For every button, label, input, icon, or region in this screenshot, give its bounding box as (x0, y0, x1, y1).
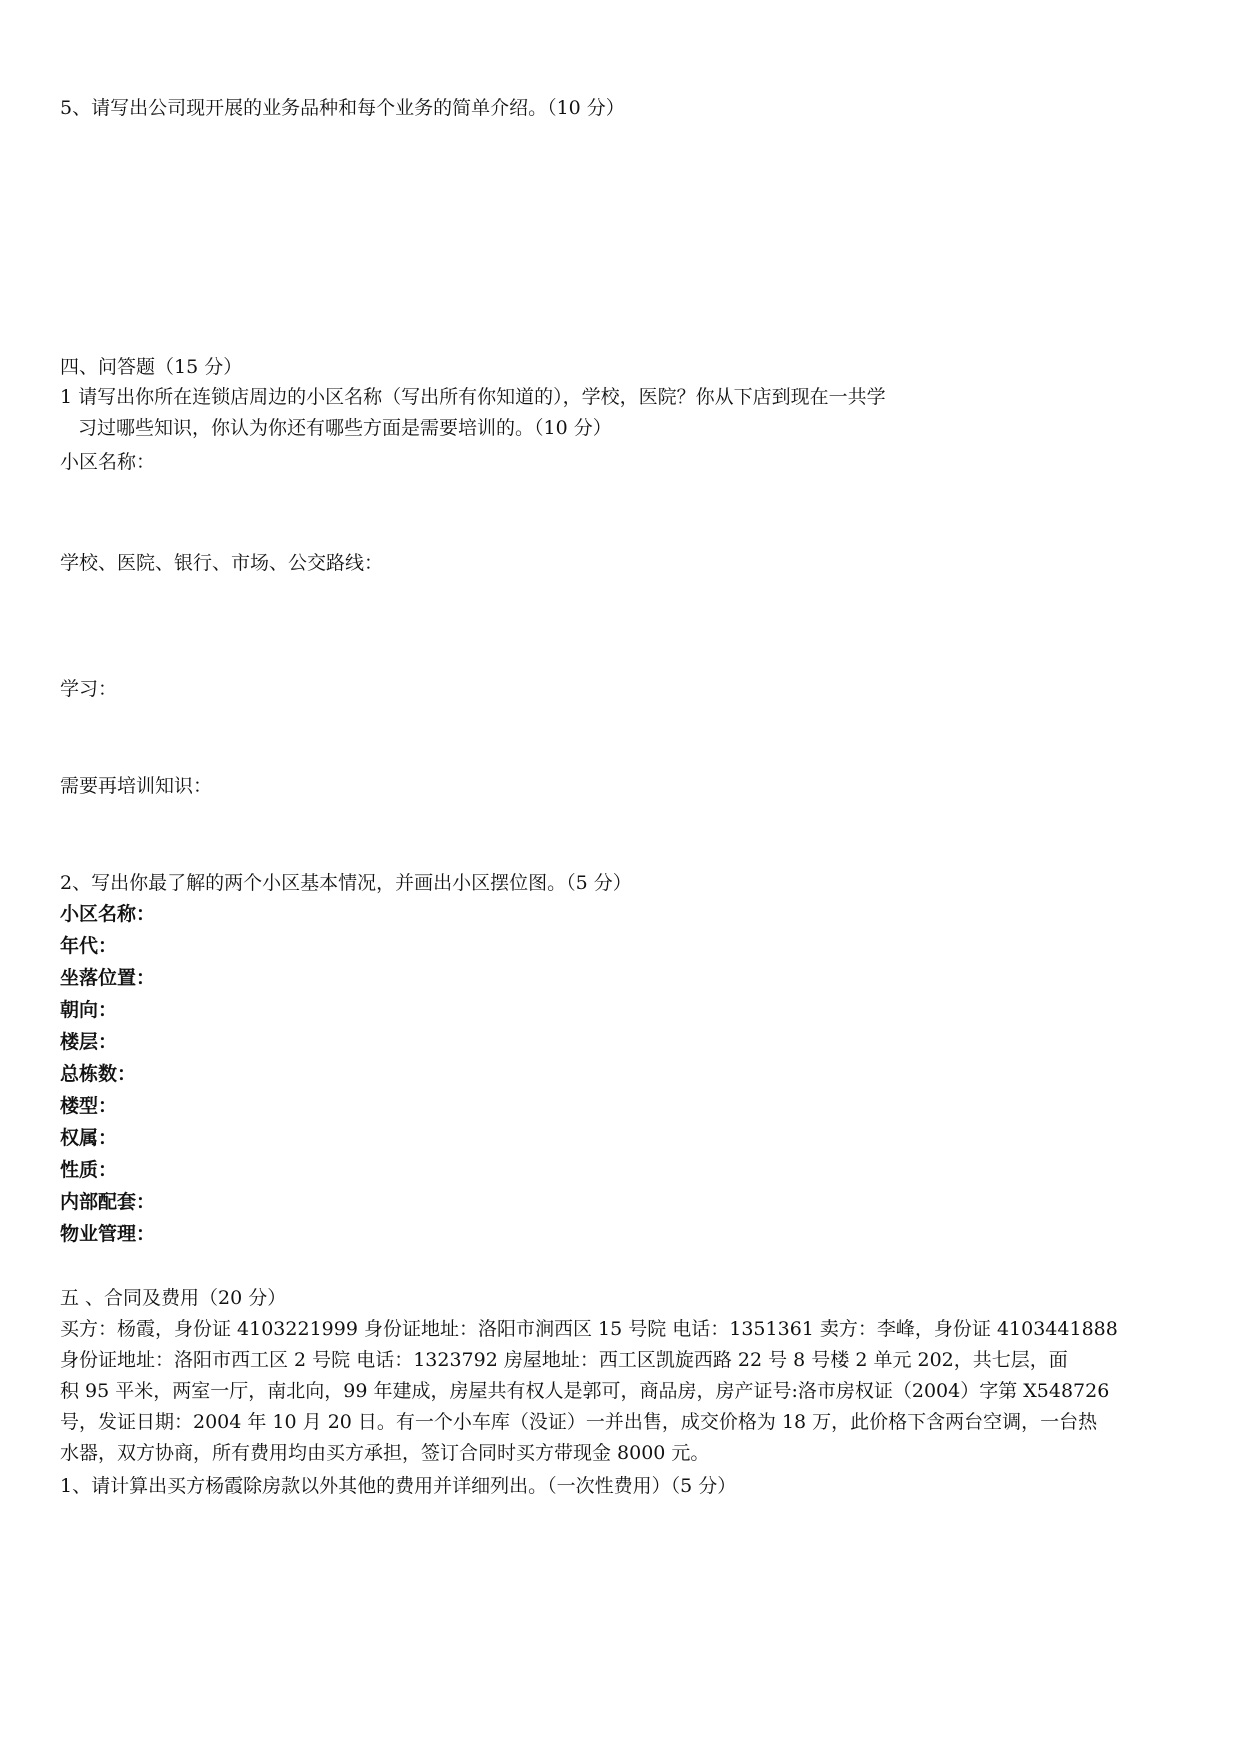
field-property-management: 物业管理： (60, 1223, 156, 1245)
field-floors: 楼层： (60, 1031, 118, 1053)
facilities-label: 学校、医院、银行、市场、公交路线： (60, 552, 384, 574)
section-5-title: 五 、合同及费用（20 分） (60, 1287, 287, 1309)
section-5-q1: 1、请计算出买方杨霞除房款以外其他的费用并详细列出。（一次性费用）（5 分） (60, 1475, 737, 1497)
contract-line: 买方：杨霞，身份证 4103221999 身份证地址：洛阳市涧西区 15 号院 电话：1351361 卖方：李峰，身份证 4103441888 (60, 1318, 1118, 1340)
section-4-q1-line1: 1 请写出你所在连锁店周边的小区名称（写出所有你知道的），学校，医院？你从下店到现在一共学 (60, 386, 886, 408)
field-location: 坐落位置： (60, 967, 156, 989)
section-4-q1-line2: 习过哪些知识，你认为你还有哪些方面是需要培训的。（10 分） (78, 417, 612, 439)
field-building-type: 楼型： (60, 1095, 118, 1117)
field-total-buildings: 总栋数： (60, 1063, 137, 1085)
learned-label: 学习： (60, 678, 118, 700)
contract-paragraph (60, 1314, 1182, 1469)
contract-line: 身份证地址：洛阳市西工区 2 号院 电话：1323792 房屋地址：西工区凯旋西路 22 号 8 号楼 2 单元 202，共七层，面 (60, 1349, 1068, 1371)
section-4-q2: 2、写出你最了解的两个小区基本情况，并画出小区摆位图。（5 分） (60, 872, 632, 894)
contract-line: 号，发证日期：2004 年 10 月 20 日。有一个小车库（没证）一并出售，成交价格为 18 万，此价格下含两台空调，一台热 (60, 1411, 1098, 1433)
field-facilities: 内部配套： (60, 1191, 156, 1213)
training-label: 需要再培训知识： (60, 775, 213, 797)
field-community-name: 小区名称： (60, 903, 156, 925)
contract-line: 水器，双方协商，所有费用均由买方承担，签订合同时买方带现金 8000 元。 (60, 1442, 710, 1464)
field-era: 年代： (60, 935, 118, 957)
field-ownership: 权属： (60, 1127, 118, 1149)
field-property-nature: 性质： (60, 1159, 118, 1181)
contract-line: 积 95 平米，两室一厅，南北向，99 年建成，房屋共有权人是郭可，商品房，房产证号:洛市房权证（2004）字第 X548726 (60, 1380, 1110, 1402)
question-5: 5、请写出公司现开展的业务品种和每个业务的简单介绍。（10 分） (60, 97, 625, 119)
section-4-title: 四、问答题（15 分） (60, 356, 243, 378)
field-orientation: 朝向： (60, 999, 118, 1021)
community-names-label: 小区名称： (60, 451, 156, 473)
